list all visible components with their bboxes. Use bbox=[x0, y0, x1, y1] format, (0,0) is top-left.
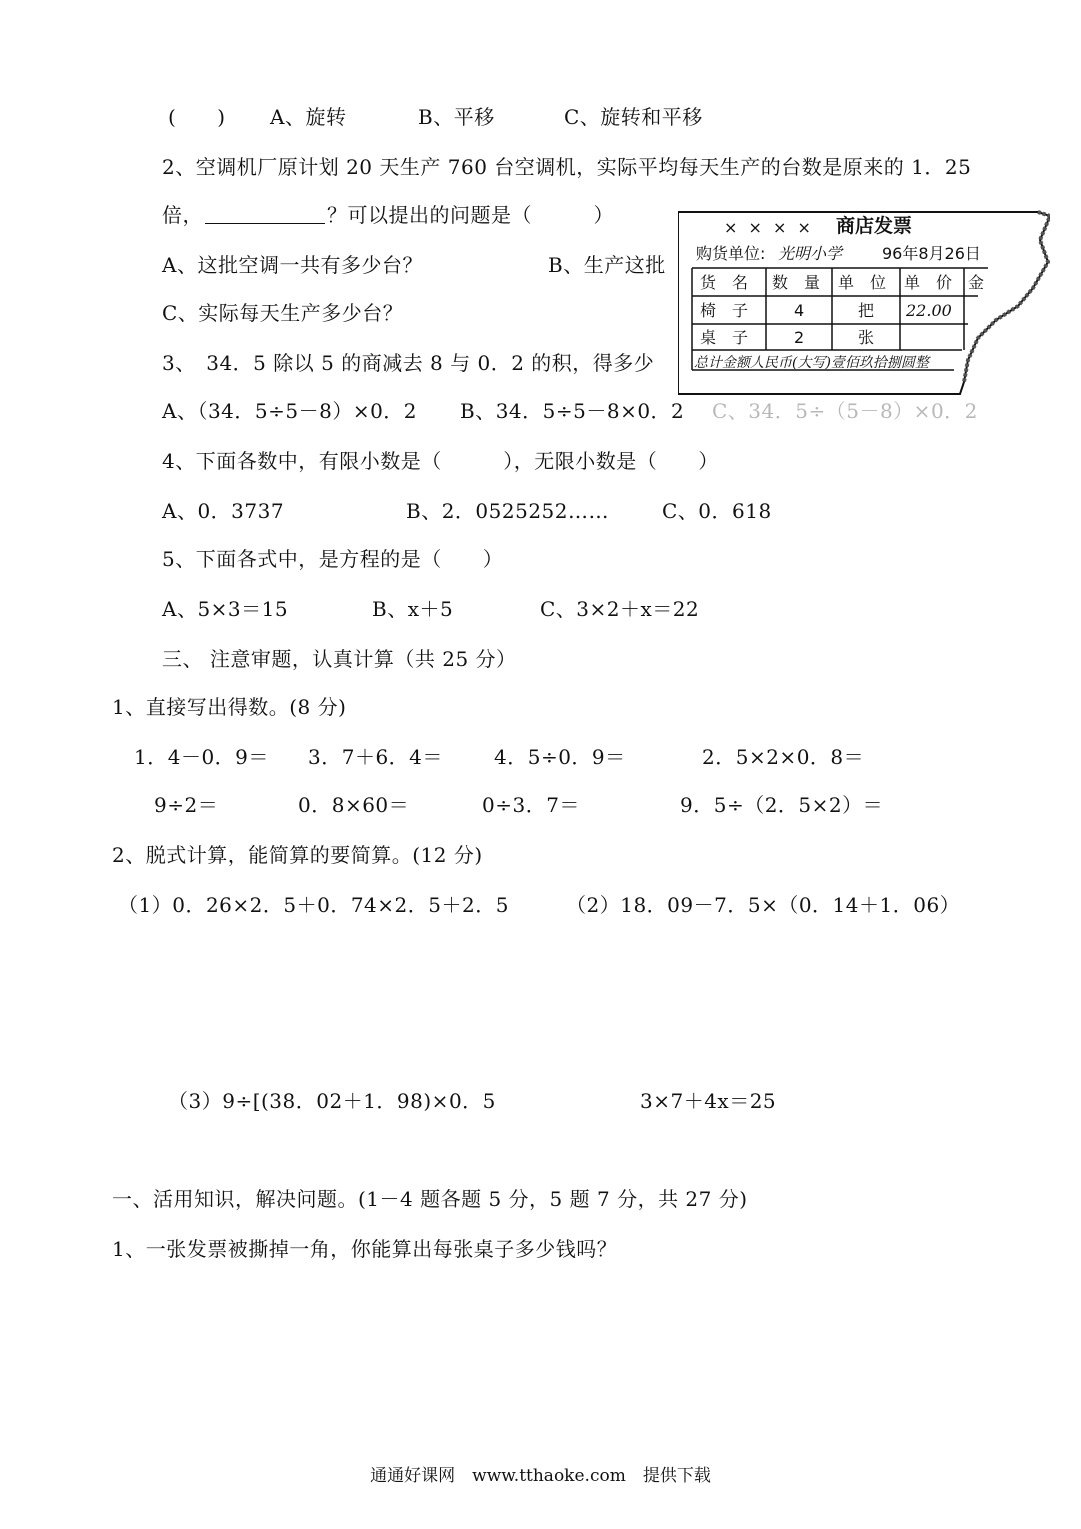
q5-option-b: B、x＋5 bbox=[372, 597, 454, 621]
mental-calc-item: 9．5÷（2．5×2）＝ bbox=[680, 793, 884, 817]
invoice-total: 总计金额人民币(大写)壹佰玖拾捌圆整 bbox=[694, 355, 929, 371]
mental-calc-item: 1．4－0．9＝ bbox=[134, 745, 269, 769]
section1-heading: 一、活用知识，解决问题。(1－4 题各题 5 分，5 题 7 分，共 27 分) bbox=[112, 1187, 748, 1211]
invoice-row-name: 桌 子 bbox=[700, 328, 749, 347]
invoice-row-unit: 张 bbox=[858, 328, 875, 347]
mental-calc-item: 4．5÷0．9＝ bbox=[494, 745, 626, 769]
invoice-col-amount: 金 bbox=[968, 273, 985, 292]
invoice-buyer: 光明小学 bbox=[778, 244, 843, 263]
q3-option-b: B、34．5÷5－8×0．2 bbox=[460, 399, 685, 423]
answer-blank[interactable] bbox=[205, 205, 325, 224]
invoice-col-price: 单 价 bbox=[904, 273, 953, 292]
q3-option-a: A、（34．5÷5－8）×0．2 bbox=[162, 399, 418, 423]
q5-option-a: A、5×3＝15 bbox=[162, 597, 289, 621]
invoice-row-qty: 2 bbox=[794, 328, 805, 347]
q3-option-c-obscured: C、34．5÷（5－8）×0．2 bbox=[712, 399, 978, 423]
invoice-row-unit: 把 bbox=[858, 301, 875, 320]
torn-invoice bbox=[678, 210, 1050, 395]
equation-item: 3×7＋4x＝25 bbox=[640, 1089, 777, 1113]
invoice-col-unit: 单 位 bbox=[838, 273, 887, 292]
invoice-title-marks: × × × × bbox=[724, 218, 814, 237]
invoice-row-qty: 4 bbox=[794, 301, 805, 320]
q2-option-b: B、生产这批 bbox=[548, 253, 666, 277]
q1-paren: ( ) bbox=[168, 105, 226, 129]
section1-q1: 1、一张发票被撕掉一角，你能算出每张桌子多少钱吗？ bbox=[112, 1237, 618, 1261]
q4-option-b: B、2．0525252…… bbox=[406, 499, 609, 523]
invoice-buyer-label: 购货单位: bbox=[696, 244, 766, 263]
mental-calc-item: 0．8×60＝ bbox=[298, 793, 410, 817]
step-calc-item: （1）0．26×2．5＋0．74×2．5＋2．5 bbox=[118, 893, 509, 917]
q4-option-c: C、0．618 bbox=[662, 499, 772, 523]
mental-calc-item: 0÷3．7＝ bbox=[482, 793, 580, 817]
invoice-col-name: 货 名 bbox=[700, 273, 749, 292]
mental-calc-item: 9÷2＝ bbox=[154, 793, 219, 817]
mental-calc-item: 2．5×2×0．8＝ bbox=[702, 745, 865, 769]
q2-line2-suffix: ？可以提出的问题是（ ） bbox=[327, 203, 614, 227]
q4-option-a: A、0．3737 bbox=[162, 499, 285, 523]
q2-line2-prefix: 倍， bbox=[162, 203, 203, 227]
q2-option-c: C、实际每天生产多少台？ bbox=[162, 301, 404, 325]
q2-text: 2、空调机厂原计划 20 天生产 760 台空调机，实际平均每天生产的台数是原来的 1．25 bbox=[162, 155, 972, 179]
q2-option-a: A、这批空调一共有多少台？ bbox=[162, 253, 423, 277]
invoice-row-name: 椅 子 bbox=[700, 301, 749, 320]
invoice-col-qty: 数 量 bbox=[772, 273, 821, 292]
q1-option-c: C、旋转和平移 bbox=[564, 105, 703, 129]
q5-text: 5、下面各式中，是方程的是（ ） bbox=[162, 547, 504, 571]
step-calc-item: （3）9÷[(38．02＋1．98)×0．5 bbox=[168, 1089, 496, 1113]
mental-calc-item: 3．7＋6．4＝ bbox=[308, 745, 443, 769]
q5-option-c: C、3×2＋x＝22 bbox=[540, 597, 700, 621]
invoice-date: 96年8月26日 bbox=[882, 244, 981, 263]
section3-part1-title: 1、直接写出得数。(8 分) bbox=[112, 695, 347, 719]
invoice-row-price: 22.00 bbox=[906, 301, 952, 320]
q3-text: 3、 34．5 除以 5 的商减去 8 与 0．2 的积，得多少 bbox=[162, 351, 655, 375]
section3-heading: 三、 注意审题，认真计算（共 25 分） bbox=[162, 647, 517, 671]
q4-text: 4、下面各数中，有限小数是（ ），无限小数是（ ） bbox=[162, 449, 719, 473]
step-calc-item: （2）18．09－7．5×（0．14＋1．06） bbox=[566, 893, 961, 917]
q1-option-b: B、平移 bbox=[418, 105, 495, 129]
section3-part2-title: 2、脱式计算，能简算的要简算。(12 分) bbox=[112, 843, 483, 867]
q2-line2 bbox=[162, 202, 614, 228]
q1-option-a: A、旋转 bbox=[270, 105, 347, 129]
page-footer: 通通好课网 www.tthaoke.com 提供下载 bbox=[370, 1466, 711, 1486]
invoice-title: 商店发票 bbox=[836, 215, 913, 237]
